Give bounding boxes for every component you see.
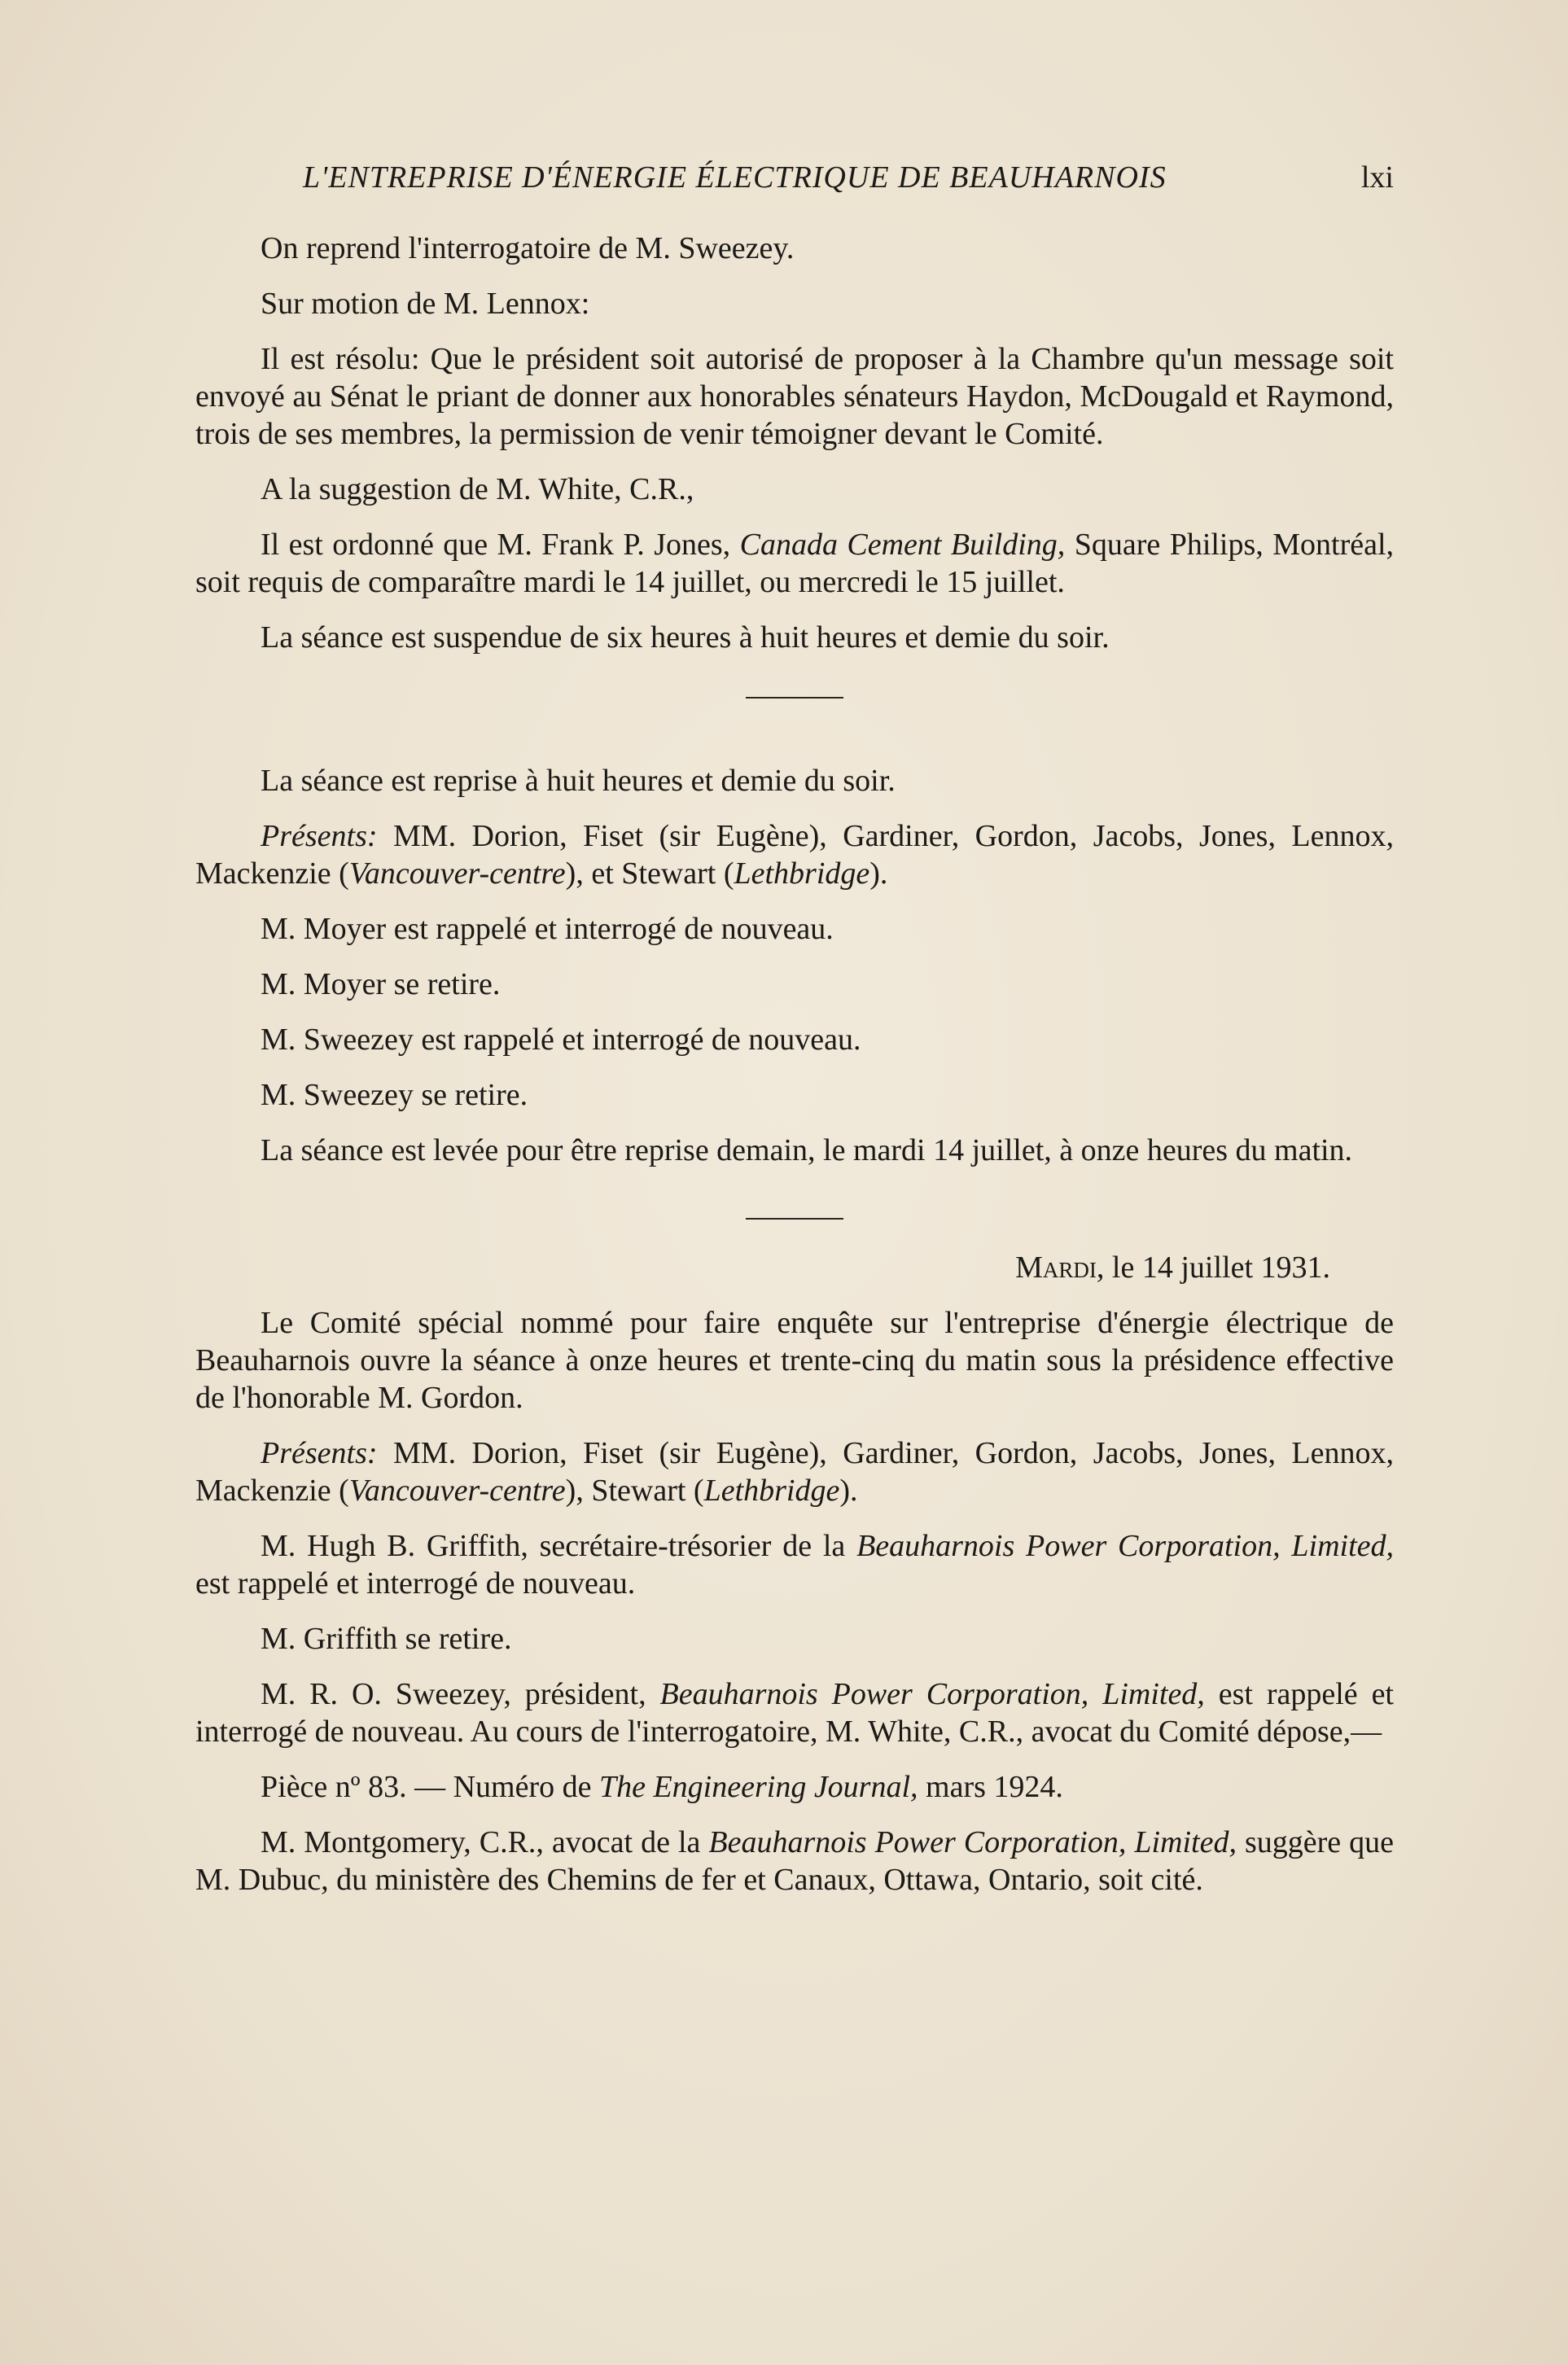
text-run: M. R. O. Sweezey, président, (261, 1677, 660, 1711)
text-run: est rappelé et interrogé de nouveau. (195, 1566, 636, 1601)
date-rest: , le 14 juillet 1931. (1096, 1250, 1330, 1285)
paragraph: Le Comité spécial nommé pour faire enquête sur l'entreprise d'énergie électrique de Beauharnois ouvre la séance à onze heures et trente-cinq du matin sous la présidence effective de l'honorable M. Gordon. (195, 1306, 1394, 1415)
running-head (303, 160, 1394, 195)
paragraph: M. Griffith se retire. (261, 1622, 512, 1656)
paragraph (195, 1527, 1394, 1602)
text-run: Square Philips, Montréal, soit requis de comparaître mardi le 14 juillet, ou mercredi le 15 juillet. (195, 528, 1395, 599)
text-run-italic: Lethbridge (734, 856, 870, 891)
paragraph: M. Sweezey est rappelé et interrogé de nouveau. (261, 1023, 861, 1057)
text-run: ). (839, 1474, 858, 1508)
text-run-italic: Vancouver-centre (348, 1474, 566, 1508)
paragraph: La séance est reprise à huit heures et demie du soir. (261, 764, 896, 798)
text-run: Pièce nº 83. — Numéro de (261, 1770, 599, 1804)
sitting-date (195, 1249, 1394, 1286)
text-run: Il est ordonné que M. Frank P. Jones, (261, 528, 740, 562)
paragraph (195, 1768, 1394, 1806)
text-run: suggère que M. Dubuc, du ministère des Chemins de fer et Canaux, Ottawa, Ontario, soit cité. (195, 1825, 1394, 1897)
text-run: ), et Stewart ( (565, 856, 734, 891)
text-run-italic: Lethbridge (703, 1474, 840, 1508)
body-text (195, 230, 1394, 1916)
paragraph: On reprend l'interrogatoire de M. Sweezey. (261, 231, 795, 265)
text-run-italic: Beauharnois Power Corporation, Limited, (708, 1825, 1237, 1859)
page-number: lxi (1360, 160, 1394, 195)
text-run-italic: The Engineering Journal, (598, 1770, 918, 1804)
text-run-italic: Présents: (261, 819, 378, 853)
paragraph (195, 526, 1394, 601)
text-run-italic: Beauharnois Power Corporation, Limited, (856, 1529, 1394, 1563)
section-divider (746, 697, 843, 699)
paragraph: La séance est suspendue de six heures à huit heures et demie du soir. (261, 620, 1110, 655)
text-run: ), Stewart ( (565, 1474, 704, 1508)
text-run: M. Montgomery, C.R., avocat de la (261, 1825, 709, 1859)
paragraph: A la suggestion de M. White, C.R., (261, 472, 694, 506)
text-run-italic: Vancouver-centre (348, 856, 566, 891)
text-run: ). (869, 856, 888, 891)
paragraph: M. Moyer se retire. (261, 967, 501, 1001)
section-divider (746, 1218, 843, 1220)
text-run: MM. Dorion, Fiset (sir Eugène), Gardiner, Gordon, Jacobs, Jones, Lennox, Mackenzie ( (195, 819, 1394, 891)
paragraph: La séance est levée pour être reprise demain, le mardi 14 juillet, à onze heures du matin. (261, 1133, 1353, 1167)
text-run: est rappelé et interrogé de nouveau. Au cours de l'interrogatoire, M. White, C.R., avocat du Comité dépose,— (195, 1677, 1394, 1749)
paragraph (195, 1434, 1394, 1509)
paragraph: Il est résolu: Que le président soit autorisé de proposer à la Chambre qu'un message soit envoyé au Sénat le priant de donner aux honorables sénateurs Haydon, McDougald et Raymond, trois de ses membres, la permission de venir témoigner devant le Comité. (195, 342, 1394, 451)
paragraph (195, 1675, 1394, 1750)
paragraph (195, 1824, 1394, 1899)
paragraph: Sur motion de M. Lennox: (261, 287, 590, 321)
text-run: MM. Dorion, Fiset (sir Eugène), Gardiner, Gordon, Jacobs, Jones, Lennox, Mackenzie ( (195, 1436, 1394, 1508)
text-run-italic: Canada Cement Building, (739, 528, 1066, 562)
paragraph: M. Moyer est rappelé et interrogé de nouveau. (261, 912, 834, 946)
text-run-italic: Beauharnois Power Corporation, Limited, (659, 1677, 1205, 1711)
paragraph (195, 817, 1394, 892)
text-run: mars 1924. (918, 1770, 1063, 1804)
date-day: Mardi (1015, 1250, 1097, 1285)
paragraph: M. Sweezey se retire. (261, 1078, 528, 1112)
text-run-italic: Présents: (261, 1436, 378, 1470)
text-run: M. Hugh B. Griffith, secrétaire-trésorier de la (261, 1529, 857, 1563)
running-title: L'ENTREPRISE D'ÉNERGIE ÉLECTRIQUE DE BEAUHARNOIS (303, 160, 1167, 195)
